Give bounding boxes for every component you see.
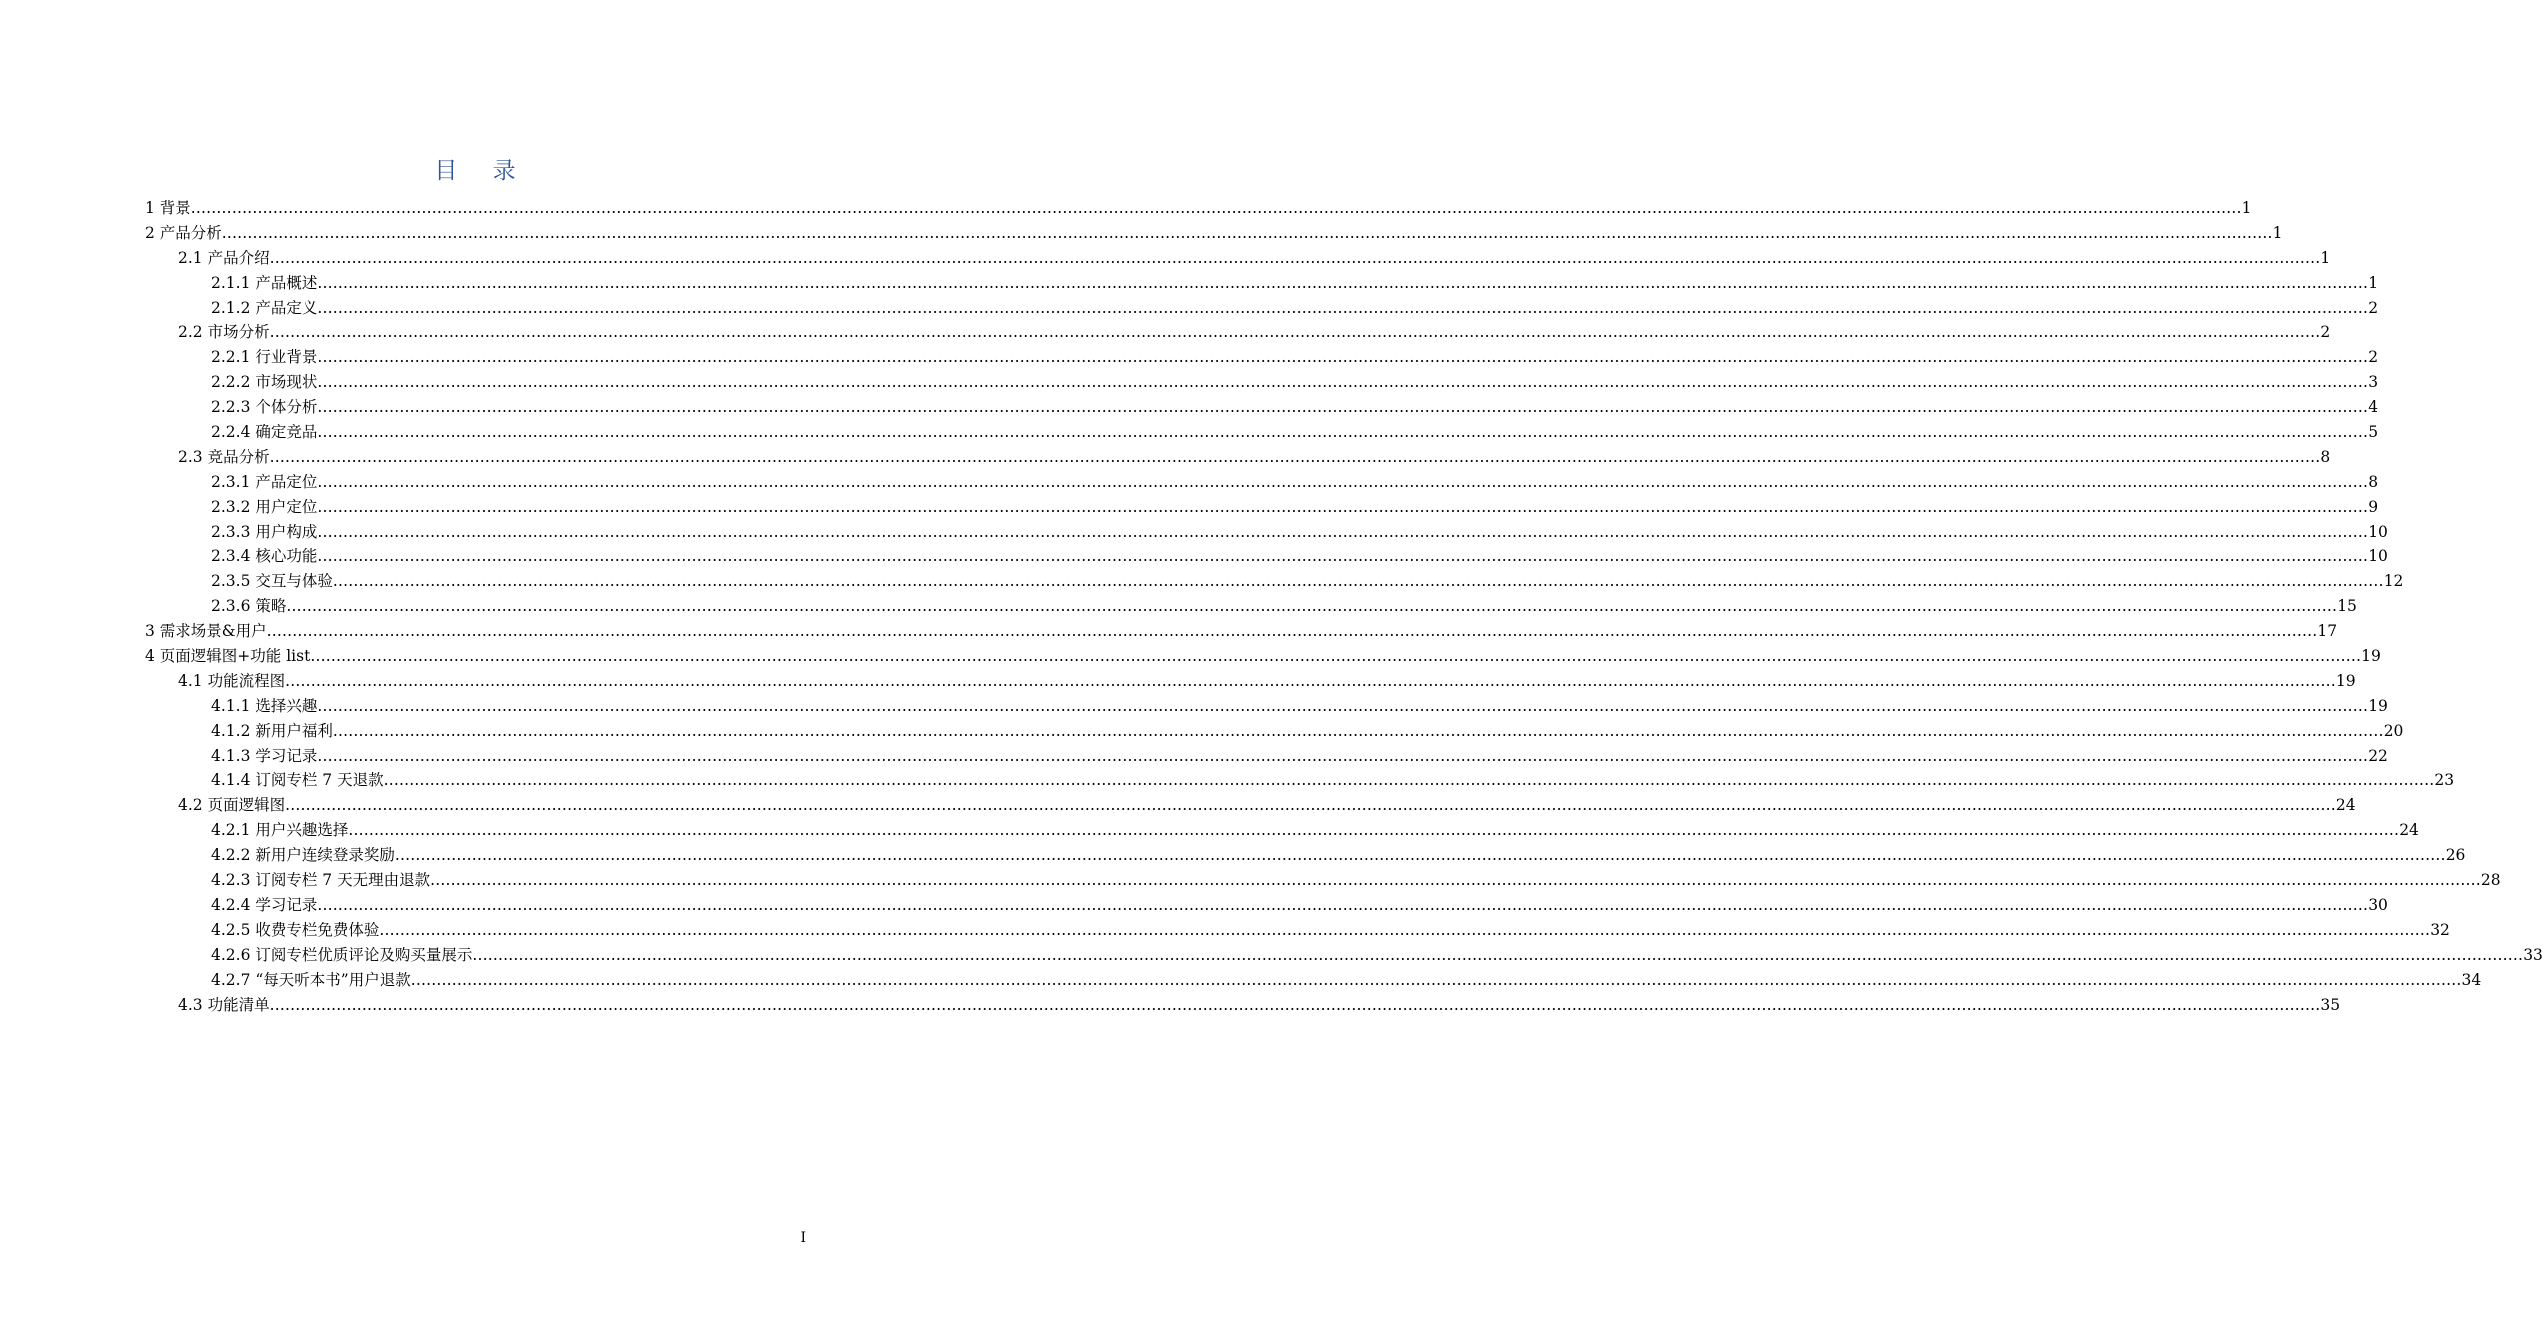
toc-entry[interactable] (145, 968, 2482, 993)
toc-entry-page: 17 (2317, 622, 2338, 641)
toc-entry[interactable] (145, 345, 2379, 370)
toc-title: 目 录 (434, 158, 530, 184)
toc-entry-page: 2 (2320, 323, 2331, 342)
toc-entry-label: 1 背景 (145, 199, 191, 217)
toc-entry[interactable] (145, 993, 2341, 1018)
toc-entry[interactable] (145, 544, 2388, 569)
toc-entry-page: 19 (2361, 647, 2381, 666)
toc-entry[interactable] (145, 296, 2379, 321)
toc-entry-page: 1 (2320, 248, 2331, 267)
toc-entry-label: 2.2.4 确定竞品 (211, 423, 318, 442)
toc-entry[interactable] (145, 719, 2404, 744)
dot-leader: ................................................................................................................................................................................................................................................................................................................................................................................................................ (317, 895, 2369, 914)
dot-leader: ................................................................................................................................................................................................................................................................................................................................................................................................................ (286, 597, 2338, 616)
toc-entry-label: 2.1 产品介绍 (178, 248, 270, 267)
toc-entry[interactable] (145, 420, 2379, 445)
toc-entry-label: 4.2.2 新用户连续登录奖励 (211, 846, 395, 865)
toc-entry-label: 4.1.3 学习记录 (211, 746, 318, 765)
toc-entry-page: 5 (2368, 423, 2379, 442)
toc-entry-page: 3 (2368, 373, 2379, 392)
toc-entry-page: 19 (2368, 696, 2388, 715)
toc-entry-page: 34 (2461, 970, 2482, 989)
toc-entry-page: 10 (2368, 522, 2388, 541)
dot-leader: ................................................................................................................................................................................................................................................................................................................................................................................................................ (317, 423, 2369, 442)
toc-entry[interactable] (145, 843, 2466, 868)
toc-entry[interactable] (145, 221, 2283, 246)
dot-leader: ................................................................................................................................................................................................................................................................................................................................................................................................................ (410, 970, 2462, 989)
toc-entry[interactable] (145, 370, 2379, 395)
toc-entry-label: 4.1.4 订阅专栏 7 天退款 (211, 771, 384, 790)
toc-entry-page: 22 (2368, 746, 2388, 765)
toc-entry-label: 4.2.5 收费专栏免费体验 (211, 920, 380, 939)
dot-leader: ................................................................................................................................................................................................................................................................................................................................................................................................................ (317, 696, 2369, 715)
toc-entry[interactable] (145, 868, 2501, 893)
toc-entry[interactable] (145, 793, 2356, 818)
dot-leader: ................................................................................................................................................................................................................................................................................................................................................................................................................ (430, 871, 2481, 890)
toc-entry[interactable] (145, 320, 2331, 345)
toc-entry-page: 26 (2445, 846, 2466, 865)
dot-leader: ................................................................................................................................................................................................................................................................................................................................................................................................................ (332, 572, 2384, 591)
toc-entry-page: 28 (2480, 871, 2501, 890)
toc-entry[interactable] (145, 619, 2338, 644)
toc-entry[interactable] (145, 893, 2388, 918)
toc-entry[interactable] (145, 520, 2388, 545)
dot-leader: ................................................................................................................................................................................................................................................................................................................................................................................................................ (317, 746, 2369, 765)
toc-entry-label: 2.1.2 产品定义 (211, 298, 318, 317)
toc-entry-page: 8 (2368, 472, 2379, 491)
toc-entry-page: 1 (2272, 223, 2283, 242)
toc-entry-page: 9 (2368, 497, 2379, 516)
toc-entry-page: 30 (2368, 895, 2388, 914)
toc-entry-label: 4 页面逻辑图+功能 list (145, 647, 311, 666)
toc-entry[interactable] (145, 943, 2543, 968)
toc-entry-page: 10 (2368, 547, 2388, 566)
toc-entry-label: 2.3 竞品分析 (178, 447, 270, 466)
dot-leader: ................................................................................................................................................................................................................................................................................................................................................................................................................ (221, 223, 2273, 242)
toc-entry-label: 4.2.3 订阅专栏 7 天无理由退款 (211, 871, 431, 890)
toc-entry-label: 2.2.3 个体分析 (211, 398, 318, 417)
table-of-contents (145, 196, 2543, 1017)
toc-entry[interactable] (145, 271, 2379, 296)
toc-entry-page: 15 (2337, 597, 2357, 616)
toc-entry-page: 12 (2383, 572, 2404, 591)
page-number: I (800, 1230, 806, 1246)
dot-leader: ................................................................................................................................................................................................................................................................................................................................................................................................................ (317, 497, 2369, 516)
toc-entry-label: 4.2.1 用户兴趣选择 (211, 821, 349, 840)
dot-leader: ................................................................................................................................................................................................................................................................................................................................................................................................................ (317, 522, 2369, 541)
toc-entry-page: 35 (2320, 995, 2341, 1014)
toc-entry-label: 4.3 功能清单 (178, 995, 270, 1014)
toc-entry[interactable] (145, 445, 2331, 470)
dot-leader: ................................................................................................................................................................................................................................................................................................................................................................................................................ (285, 671, 2336, 690)
toc-entry-label: 2.3.6 策略 (211, 597, 287, 616)
toc-entry-label: 2.3.4 核心功能 (211, 547, 318, 566)
toc-entry[interactable] (145, 744, 2388, 769)
dot-leader: ................................................................................................................................................................................................................................................................................................................................................................................................................ (472, 945, 2524, 964)
toc-entry[interactable] (145, 594, 2357, 619)
toc-entry[interactable] (145, 644, 2381, 669)
toc-entry-label: 4.2.7 “每天听本书”用户退款 (211, 970, 411, 989)
dot-leader: ................................................................................................................................................................................................................................................................................................................................................................................................................ (269, 323, 2321, 342)
toc-entry[interactable] (145, 470, 2379, 495)
toc-entry-page: 1 (2368, 273, 2379, 292)
dot-leader: ................................................................................................................................................................................................................................................................................................................................................................................................................ (269, 995, 2321, 1014)
toc-entry-page: 2 (2368, 348, 2379, 367)
toc-entry-label: 4.1.1 选择兴趣 (211, 696, 318, 715)
toc-entry-label: 2.3.3 用户构成 (211, 522, 318, 541)
toc-entry-label: 4.2.6 订阅专栏优质评论及购买量展示 (211, 945, 473, 964)
toc-entry[interactable] (145, 495, 2379, 520)
dot-leader: ................................................................................................................................................................................................................................................................................................................................................................................................................ (317, 348, 2369, 367)
toc-entry-page: 32 (2430, 920, 2450, 939)
toc-entry-page: 20 (2383, 721, 2404, 740)
dot-leader: ................................................................................................................................................................................................................................................................................................................................................................................................................ (317, 398, 2369, 417)
toc-entry[interactable] (145, 768, 2455, 793)
toc-entry-label: 2 产品分析 (145, 223, 222, 242)
dot-leader: ................................................................................................................................................................................................................................................................................................................................................................................................................ (310, 647, 2362, 666)
toc-entry-page: 19 (2335, 671, 2356, 690)
toc-entry-page: 1 (2241, 199, 2252, 217)
dot-leader: ................................................................................................................................................................................................................................................................................................................................................................................................................ (348, 821, 2400, 840)
toc-entry[interactable] (145, 669, 2356, 694)
dot-leader: ................................................................................................................................................................................................................................................................................................................................................................................................................ (383, 771, 2435, 790)
dot-leader: ................................................................................................................................................................................................................................................................................................................................................................................................................ (190, 199, 2242, 217)
toc-entry[interactable] (145, 818, 2419, 843)
toc-entry-label: 4.2 页面逻辑图 (178, 796, 286, 815)
toc-entry-page: 23 (2434, 771, 2455, 790)
toc-entry-label: 4.1 功能流程图 (178, 671, 286, 690)
dot-leader: ................................................................................................................................................................................................................................................................................................................................................................................................................ (285, 796, 2336, 815)
dot-leader: ................................................................................................................................................................................................................................................................................................................................................................................................................ (266, 622, 2318, 641)
toc-entry-label: 4.2.4 学习记录 (211, 895, 318, 914)
toc-entry-page: 33 (2523, 945, 2543, 964)
toc-entry-page: 24 (2399, 821, 2419, 840)
toc-entry-label: 2.2.1 行业背景 (211, 348, 318, 367)
toc-entry-label: 2.3.1 产品定位 (211, 472, 318, 491)
toc-entry[interactable] (145, 395, 2379, 420)
toc-entry-label: 2.2 市场分析 (178, 323, 270, 342)
toc-entry[interactable] (145, 196, 2252, 221)
dot-leader: ................................................................................................................................................................................................................................................................................................................................................................................................................ (317, 298, 2369, 317)
toc-entry[interactable] (145, 918, 2450, 943)
toc-entry-label: 4.1.2 新用户福利 (211, 721, 333, 740)
dot-leader: ................................................................................................................................................................................................................................................................................................................................................................................................................ (317, 373, 2369, 392)
toc-entry[interactable] (145, 246, 2331, 271)
toc-entry-label: 2.3.5 交互与体验 (211, 572, 333, 591)
dot-leader: ................................................................................................................................................................................................................................................................................................................................................................................................................ (317, 273, 2369, 292)
dot-leader: ................................................................................................................................................................................................................................................................................................................................................................................................................ (269, 447, 2321, 466)
toc-entry-label: 3 需求场景&用户 (145, 622, 267, 641)
toc-entry[interactable] (145, 694, 2388, 719)
dot-leader: ................................................................................................................................................................................................................................................................................................................................................................................................................ (332, 721, 2384, 740)
toc-entry-label: 2.3.2 用户定位 (211, 497, 318, 516)
dot-leader: ................................................................................................................................................................................................................................................................................................................................................................................................................ (269, 248, 2321, 267)
toc-entry-label: 2.2.2 市场现状 (211, 373, 318, 392)
toc-entry-page: 24 (2335, 796, 2356, 815)
dot-leader: ................................................................................................................................................................................................................................................................................................................................................................................................................ (317, 547, 2369, 566)
dot-leader: ................................................................................................................................................................................................................................................................................................................................................................................................................ (394, 846, 2446, 865)
toc-entry-label: 2.1.1 产品概述 (211, 273, 318, 292)
dot-leader: ................................................................................................................................................................................................................................................................................................................................................................................................................ (379, 920, 2431, 939)
toc-entry-page: 8 (2320, 447, 2331, 466)
toc-entry-page: 2 (2368, 298, 2379, 317)
toc-entry-page: 4 (2368, 398, 2379, 417)
dot-leader: ................................................................................................................................................................................................................................................................................................................................................................................................................ (317, 472, 2369, 491)
toc-entry[interactable] (145, 569, 2404, 594)
